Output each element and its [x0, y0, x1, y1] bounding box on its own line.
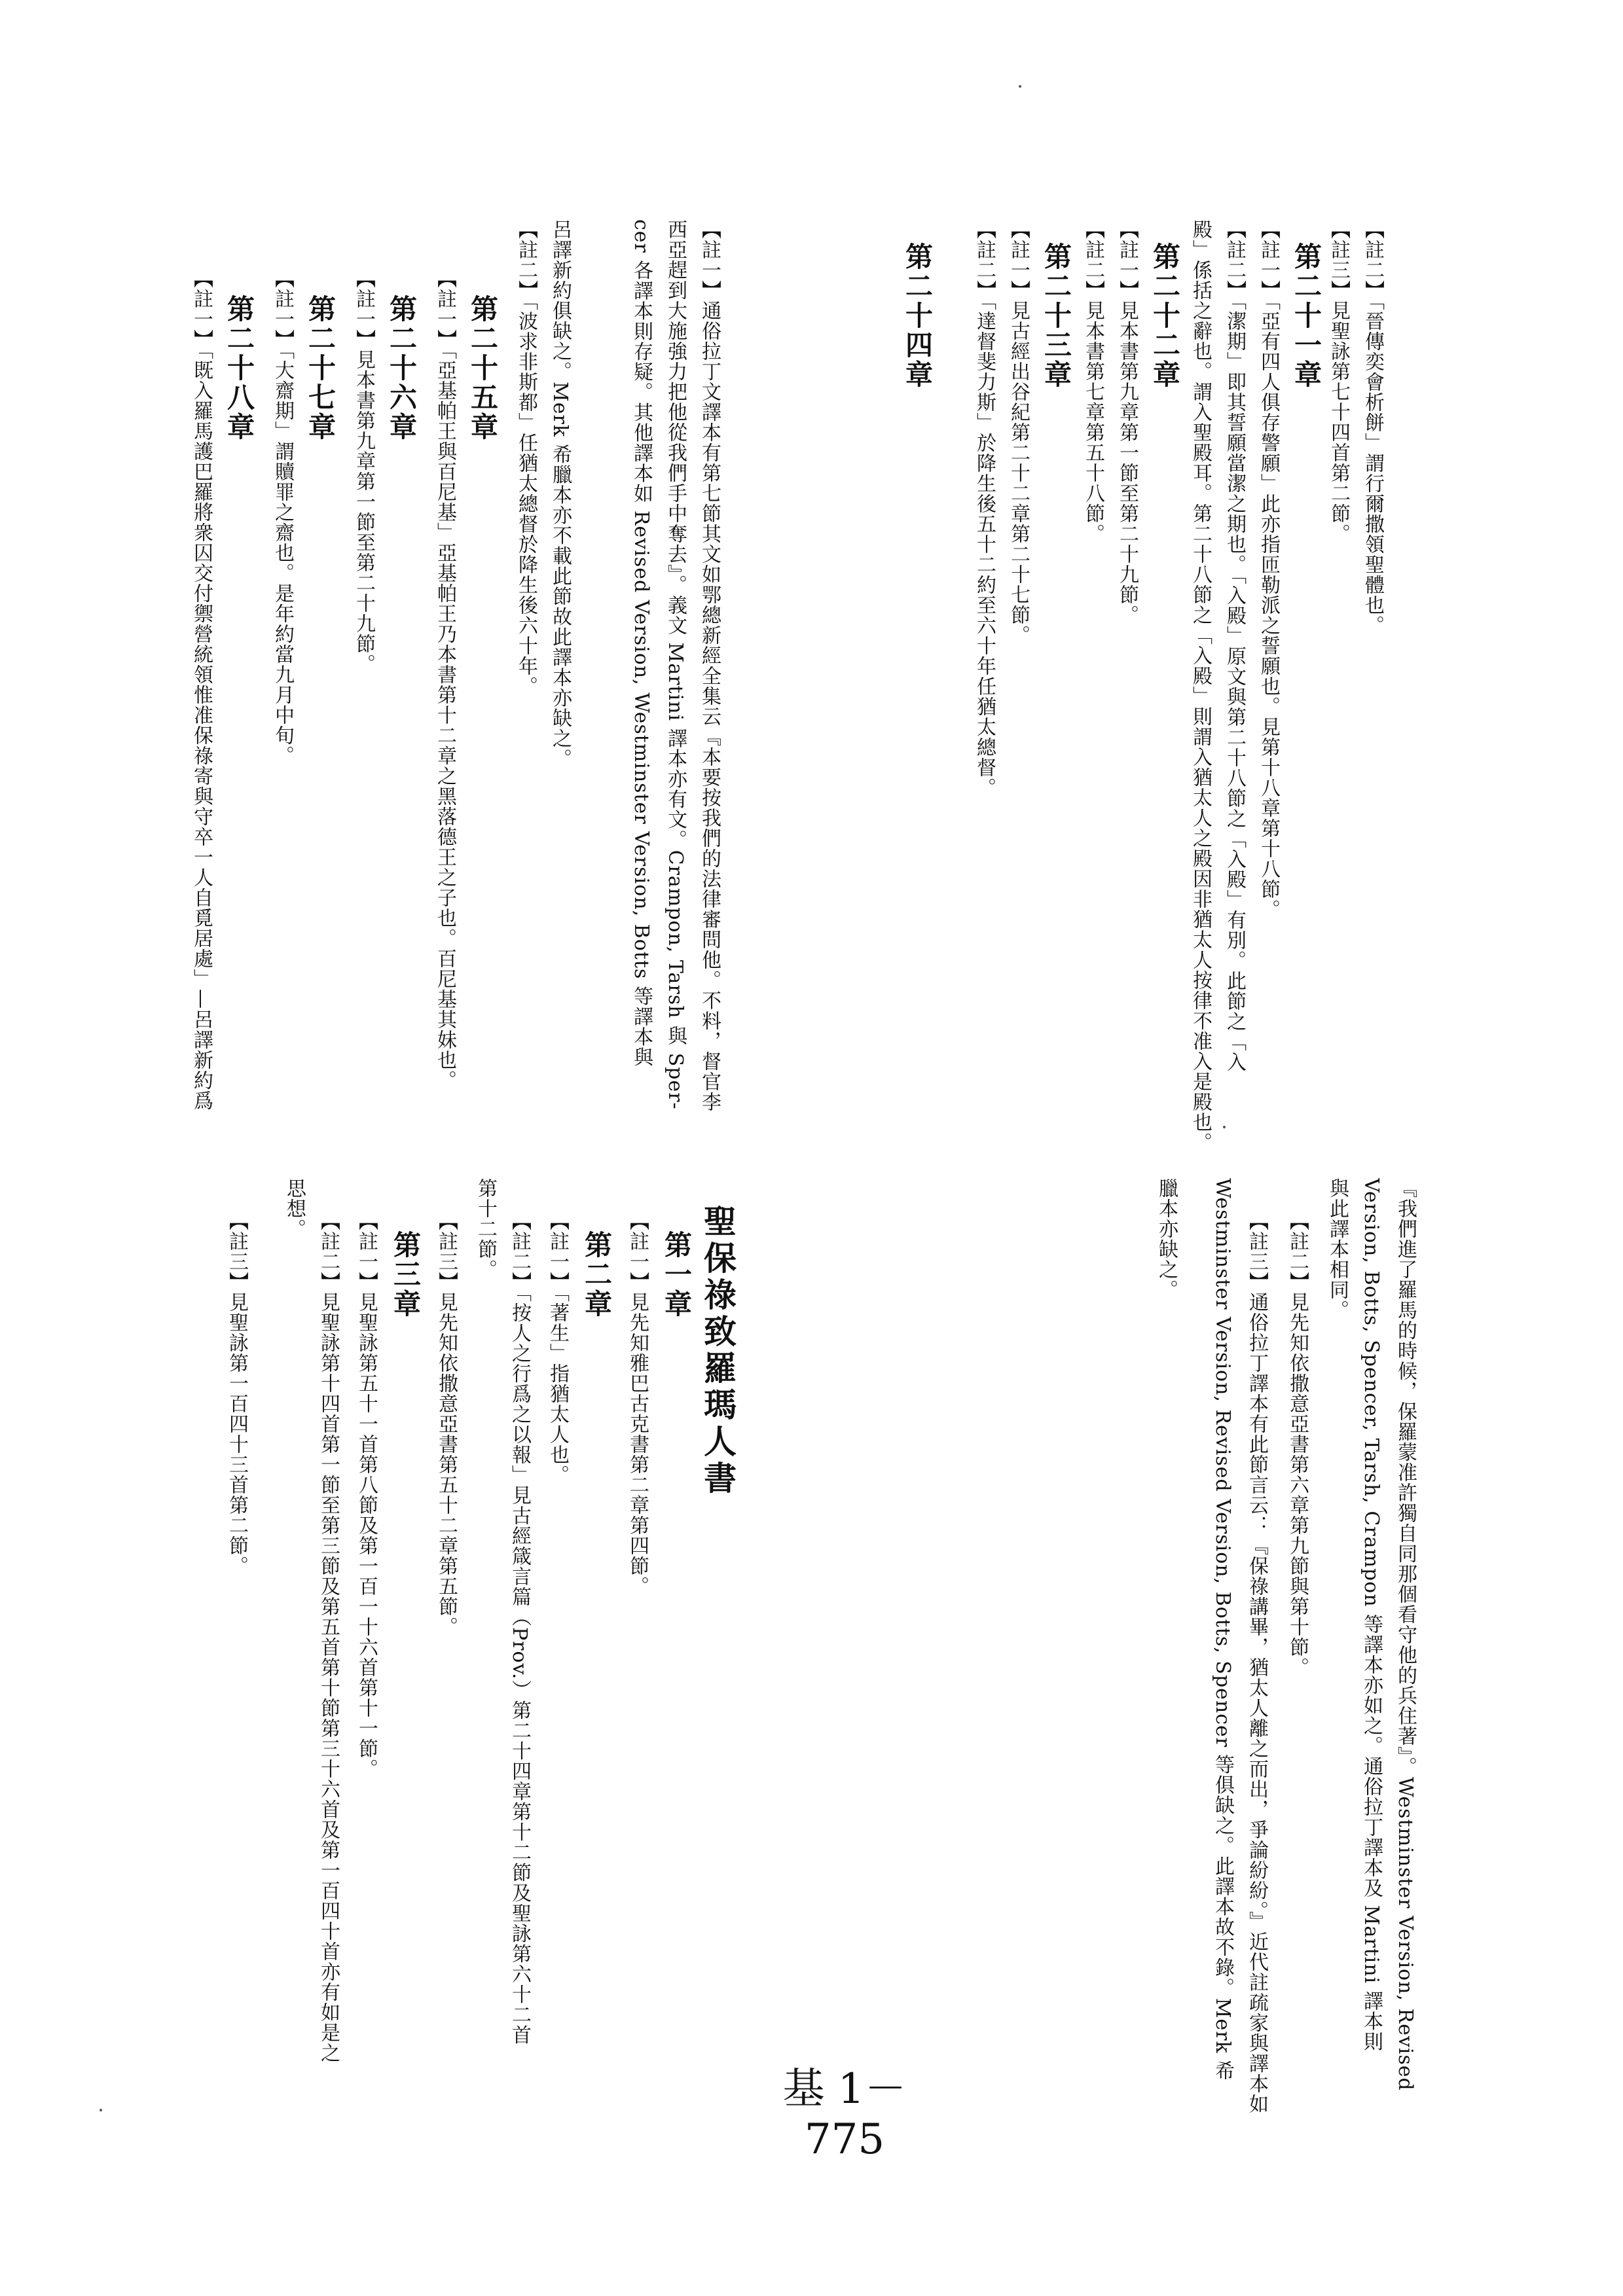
note-line: cer 各譯本則存疑。其他譯本如 Revised Version, Westminster Version, Botts 等譯本與 [630, 219, 653, 1067]
chapter-heading: 第二十二章 [1149, 242, 1181, 389]
note-line: 【註一】「亞基帕王與百尼基」亞基帕王乃本書第十二章之黑落德王之子也。百尼基其妹也。 [433, 268, 456, 1090]
note-line: 臘本亦缺之。 [1155, 1178, 1178, 1300]
note-line: 【註二】見先知依撒意亞書第六章第九節與第十節。 [1286, 1211, 1309, 1677]
note-line: 【註一】見聖詠第五十一首第八節及第一百一十六首第十一節。 [355, 1211, 378, 1779]
scan-speck [1223, 1126, 1226, 1128]
note-line: 【註三】見聖詠第七十四首第二節。 [1327, 219, 1350, 544]
note-line: Version, Botts, Spencer, Tarsh, Crampon 等譯本亦如之。通俗拉丁譯本及 Martini 譯本則 [1360, 1178, 1383, 2052]
note-line: 呂譯新約俱缺之。Merk 希臘本亦不載此節故此譯本亦缺之。 [549, 219, 572, 769]
scan-speck [100, 2109, 102, 2111]
note-line: 思想。 [283, 1178, 306, 1239]
chapter-heading: 第二十五章 [467, 295, 499, 442]
note-line: 第十二節。 [474, 1178, 497, 1280]
note-line: 【註一】見本書第九章第一節至第二十九節。 [1116, 219, 1139, 625]
chapter-heading: 第二十七章 [304, 295, 337, 442]
note-line: 【註一】「既入羅馬護巴羅將衆囚交付禦營統領惟准保祿寄與守卒一人自覓居處」—呂譯新約爲 [190, 268, 213, 1111]
book-title: 聖保祿致羅瑪人書 [699, 1204, 737, 1498]
page-number: 基 1－775 [782, 2065, 907, 2164]
note-line: 【註一】見本書第九章第一節至第二十九節。 [352, 268, 375, 674]
note-line: 【註二】見本書第七章第五十八節。 [1082, 219, 1104, 544]
scan-speck [1019, 85, 1021, 88]
chapter-heading: 第二十八章 [223, 295, 255, 442]
chapter-heading: 第二十一章 [1290, 242, 1322, 389]
note-line: 【註二】「潔期」即其誓願當潔之期也。「入殿」原文與第二十八節之「入殿」有別。此節之「入 [1223, 219, 1246, 1072]
note-line: 殿」係括之辭也。謂入聖殿耳。第二十八節之「入殿」則謂入猶太人之殿因非猶太人按律不准入是殿也。 [1189, 219, 1212, 1153]
note-line: 【註一】「著生」指猶太人也。 [546, 1211, 569, 1485]
note-line: Westminster Version, Revised Version, Botts, Spencer 等俱缺之。此譯本故不錄。Merk 希 [1211, 1178, 1234, 2081]
note-line: 【註二】「按人之行爲之以報」見古經箴言篇（Prov.）第二十四章第十二節及聖詠第六十二首 [508, 1211, 531, 2045]
chapter-heading: 第二十六章 [386, 295, 418, 442]
note-line: 【註一】「亞有四人俱存警願」此亦指匝勒派之誓願也。見第十八章第十八節。 [1257, 219, 1280, 920]
note-line: 【註三】見先知依撒意亞書第五十二章第五節。 [435, 1211, 458, 1637]
note-line: 與此譯本相同。 [1326, 1178, 1349, 1320]
note-line: 『我們進了羅馬的時候，保羅蒙准許獨自同那個看守他的兵住著』。Westminster Version, Revised [1394, 1178, 1417, 2091]
chapter-heading: 第二十三章 [1040, 242, 1072, 389]
chapter-heading: 第一章 [661, 1230, 693, 1319]
note-line: 【註一】「大齋期」謂贖罪之齋也。是年約當九月中旬。 [271, 268, 294, 766]
note-line: 【註三】見聖詠第一百四十三首第二節。 [225, 1211, 248, 1576]
note-line: 【註二】「波求非斯都」任猶太總督於降生後六十年。 [515, 219, 538, 696]
chapter-heading: 第二章 [581, 1230, 613, 1319]
chapter-heading: 第二十四章 [902, 242, 934, 389]
note-line: 【註二】「晉傳奕會析餅」謂行爾撒領聖體也。 [1361, 219, 1384, 636]
note-line: 【註二】「達督斐力斯」於降生後五十二約至六十年任猶太總督。 [973, 219, 996, 798]
chapter-heading: 第三章 [390, 1230, 422, 1319]
note-line: 【註三】通俗拉丁譯本有此節言云：『保祿講畢，猶太人離之而出，爭論紛紛。』近代註疏家與譯本如 [1245, 1211, 1268, 2114]
note-line: 西亞趕到大施強力把他從我們手中奪去』。義文 Martini 譯本亦有文。Crampon, Tarsh 與 Sper- [664, 219, 687, 1110]
note-line: 【註一】通俗拉丁文譯本有第七節其文如鄂總新經全集云『本要按我們的法律審問他。不料，督官李 [698, 219, 721, 1112]
note-line: 【註一】見古經出谷紀第二十二章第二十七節。 [1007, 219, 1030, 645]
note-line: 【註一】見先知雅巴古克書第二章第四節。 [626, 1211, 649, 1596]
note-line: 【註二】見聖詠第十四首第一節至第三節及第五首第十節第三十六首及第一百四十首亦有如是之 [317, 1211, 340, 2063]
